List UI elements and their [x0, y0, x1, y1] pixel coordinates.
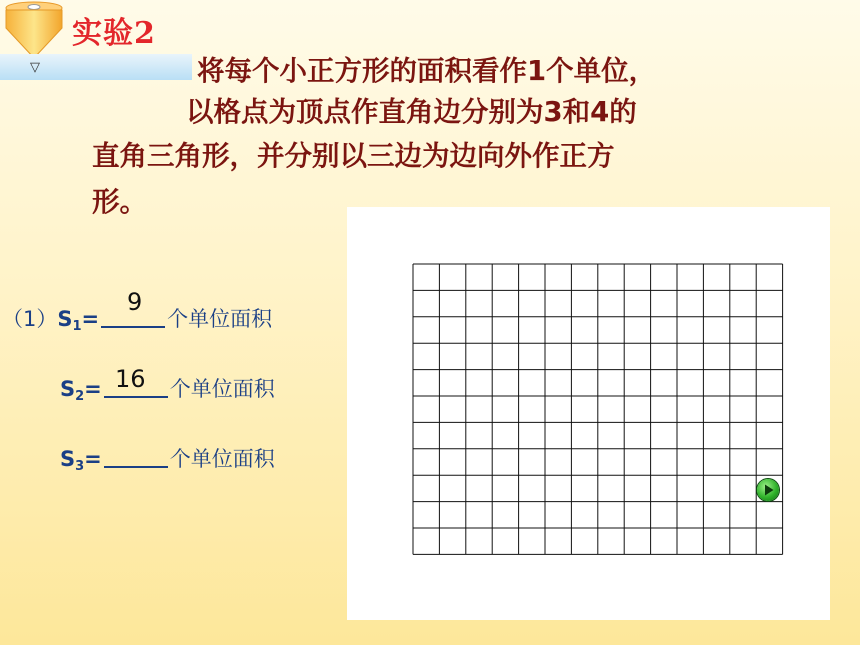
question-s2	[60, 373, 275, 404]
square-grid	[347, 207, 830, 620]
question-s3	[60, 443, 275, 474]
area-label: S	[60, 377, 76, 401]
play-button[interactable]	[757, 479, 779, 501]
area-subscript: 3	[75, 459, 85, 474]
instruction-line-3: 直角三角形，并分别以三边为边向外作正方	[92, 140, 615, 172]
title-bar	[0, 54, 192, 80]
instruction-line-1: 将每个小正方形的面积看作1个单位，	[197, 55, 657, 87]
question-prefix: （1）	[2, 307, 58, 331]
area-label: S	[60, 447, 76, 471]
instruction-line-2: 以格点为顶点作直角边分别为3和4的	[186, 96, 637, 128]
answer-s2: 16	[115, 365, 146, 393]
instruction-line-4: 形。	[92, 186, 147, 218]
equals-sign: =	[84, 447, 102, 471]
title: 实验2	[72, 16, 156, 51]
area-subscript: 2	[75, 389, 85, 404]
equals-sign: =	[84, 377, 102, 401]
play-icon	[757, 479, 779, 501]
unit-text: 个单位面积	[169, 447, 275, 471]
down-triangle-icon: ▽	[30, 60, 40, 75]
unit-text: 个单位面积	[169, 377, 275, 401]
unit-text: 个单位面积	[167, 307, 273, 331]
answer-blank[interactable]	[104, 444, 168, 468]
area-subscript: 1	[72, 319, 82, 334]
equals-sign: =	[81, 307, 100, 331]
area-label: S	[57, 307, 73, 331]
answer-s1: 9	[127, 288, 143, 316]
grid-panel	[347, 207, 830, 620]
